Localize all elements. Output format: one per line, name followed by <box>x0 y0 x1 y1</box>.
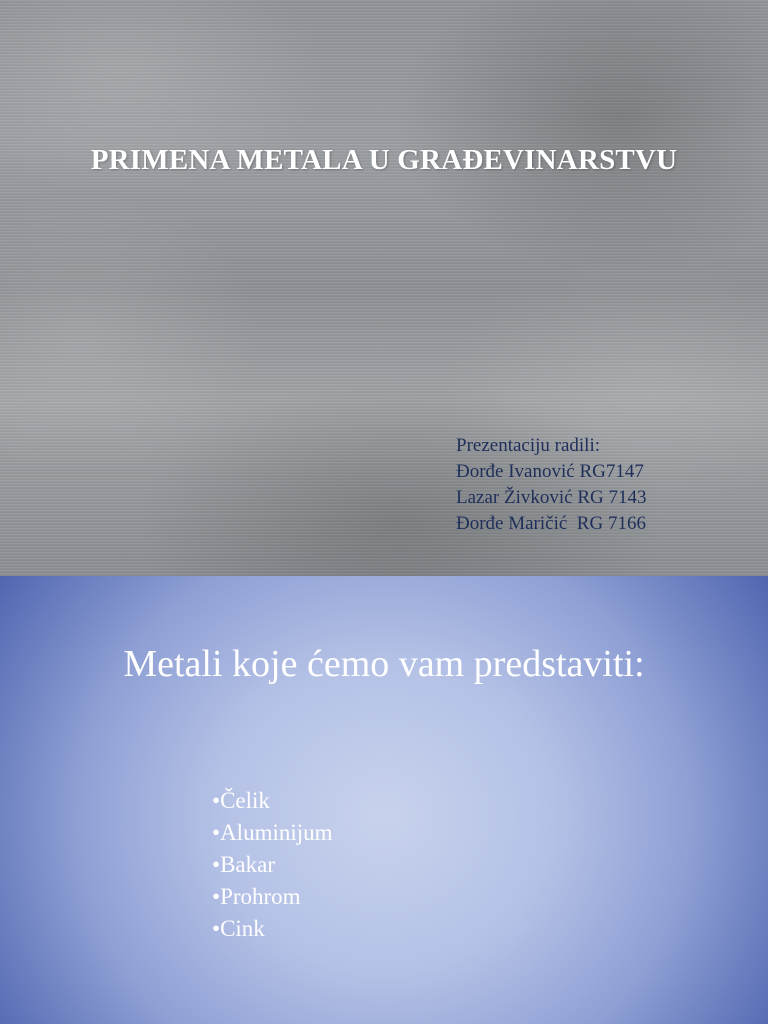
slide-heading: Metali koje ćemo vam predstaviti: <box>123 643 645 685</box>
author-line: Đorđe Ivanović RG7147 <box>456 461 644 482</box>
presentation-title: PRIMENA METALA U GRAĐEVINARSTVU <box>90 144 678 176</box>
authors-block <box>456 433 646 537</box>
list-item: • Čelik <box>212 785 333 817</box>
list-item: • Bakar <box>212 849 333 881</box>
list-item: • Aluminijum <box>212 817 333 849</box>
list-item: • Cink <box>212 913 333 945</box>
list-item: • Prohrom <box>212 881 333 913</box>
slide-metals <box>0 576 768 1024</box>
author-line: Lazar Živković RG 7143 <box>456 487 647 508</box>
author-line: Đorđe Maričić RG 7166 <box>456 513 646 534</box>
authors-heading: Prezentaciju radili: <box>456 435 601 456</box>
metal-list <box>212 785 333 945</box>
